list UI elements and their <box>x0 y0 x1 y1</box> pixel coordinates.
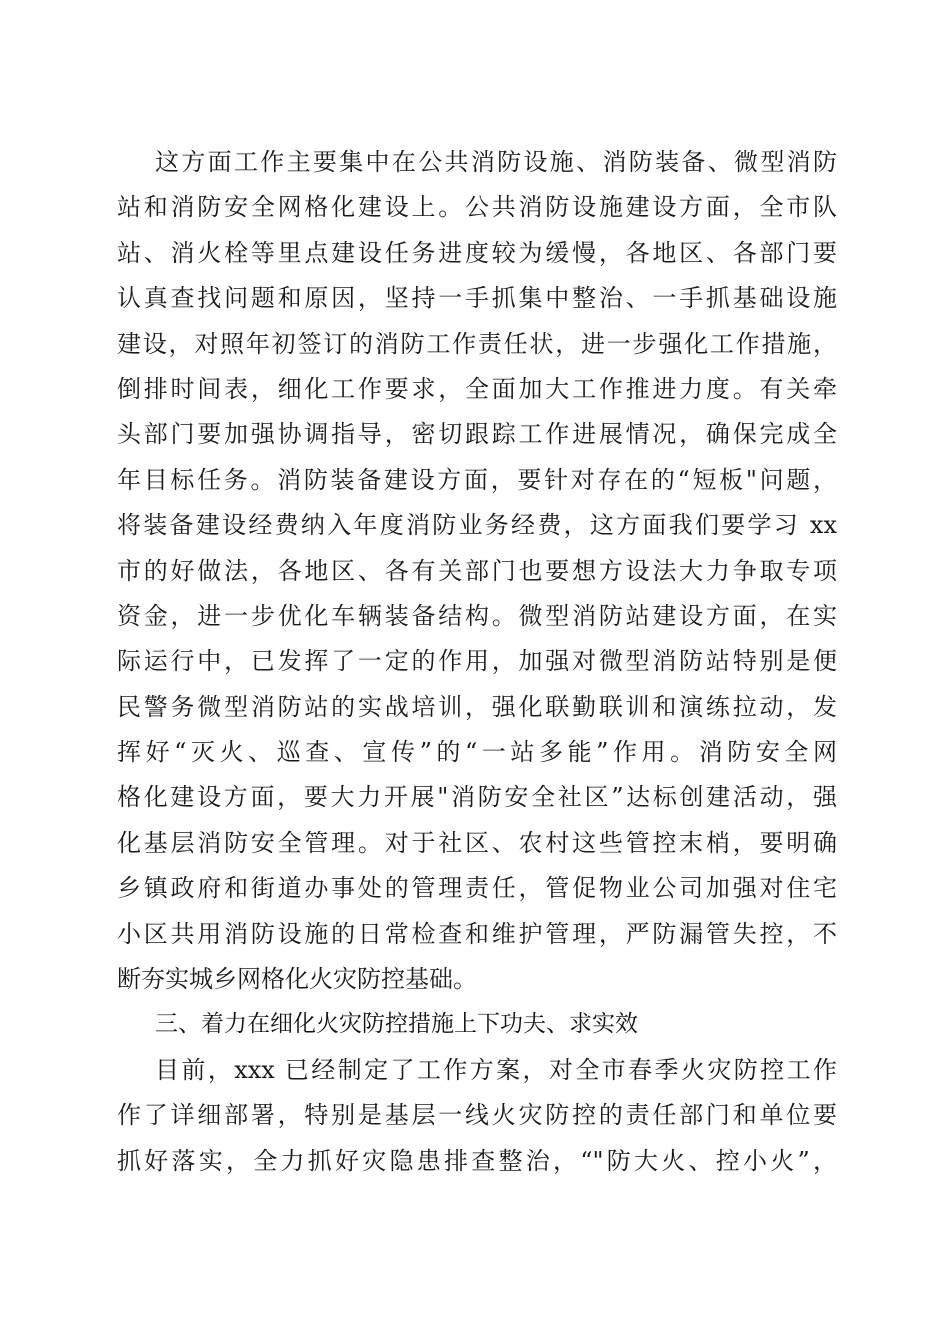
text-line: 这方面工作主要集中在公共消防设施、消防装备、微型消防 <box>155 148 837 176</box>
text-line: 小区共用消防设施的日常检查和维护管理，严防漏管失控，不 <box>117 919 837 948</box>
document-body <box>117 140 837 1184</box>
text-line: 年目标任务。消防装备建设方面，要针对存在的“短板"问题， <box>117 465 837 494</box>
text-line: 抓好落实，全力抓好灾隐患排查整治，“"防大火、控小火”， <box>117 1146 837 1175</box>
text-line: 作了详细部署，特别是基层一线火灾防控的责任部门和单位要 <box>117 1101 837 1130</box>
text-line: 倒排时间表，细化工作要求，全面加大工作推进力度。有关牵 <box>117 374 837 403</box>
text-line: 际运行中，已发挥了一定的作用，加强对微型消防站特别是便 <box>117 647 837 676</box>
paragraph-fire-prevention <box>117 1048 837 1184</box>
text-line: 建设，对照年初签订的消防工作责任状，进一步强化工作措施， <box>117 329 837 358</box>
text-line: 挥好“灭火、巡查、宣传”的“一站多能”作用。消防安全网 <box>117 738 837 767</box>
section-heading: 三、着力在细化火灾防控措施上下功夫、求实效 <box>155 1011 638 1038</box>
text-line: 资金，进一步优化车辆装备结构。微型消防站建设方面，在实 <box>117 601 837 630</box>
text-line: 站和消防安全网格化建设上。公共消防设施建设方面，全市队 <box>117 193 837 222</box>
text-line: 站、消火栓等里点建设任务进度较为缓慢，各地区、各部门要 <box>117 238 837 267</box>
text-line: 市的好做法，各地区、各有关部门也要想方设法大力争取专项 <box>117 556 837 585</box>
text-line: 认真查找问题和原因，坚持一手抓集中整治、一手抓基础设施 <box>117 284 837 313</box>
text-line: 乡镇政府和街道办事处的管理责任，管促物业公司加强对住宅 <box>117 874 837 903</box>
text-line: 目前，xxx 已经制定了工作方案，对全市春季火灾防控工作 <box>155 1055 837 1084</box>
paragraph-equipment-construction <box>117 140 837 1002</box>
text-line: 将装备建设经费纳入年度消防业务经费，这方面我们要学习 xx <box>117 511 837 540</box>
text-line: 格化建设方面，要大力开展"消防安全社区”达标创建活动，强 <box>117 783 837 812</box>
text-line: 头部门要加强协调指导，密切跟踪工作进展情况，确保完成全 <box>117 420 837 449</box>
text-line: 化基层消防安全管理。对于社区、农村这些管控末梢，要明确 <box>117 828 837 857</box>
text-line: 民警务微型消防站的实战培训，强化联勤联训和演练拉动，发 <box>117 692 837 721</box>
text-line-last: 断夯实城乡网格化火灾防控基础。 <box>117 965 477 994</box>
